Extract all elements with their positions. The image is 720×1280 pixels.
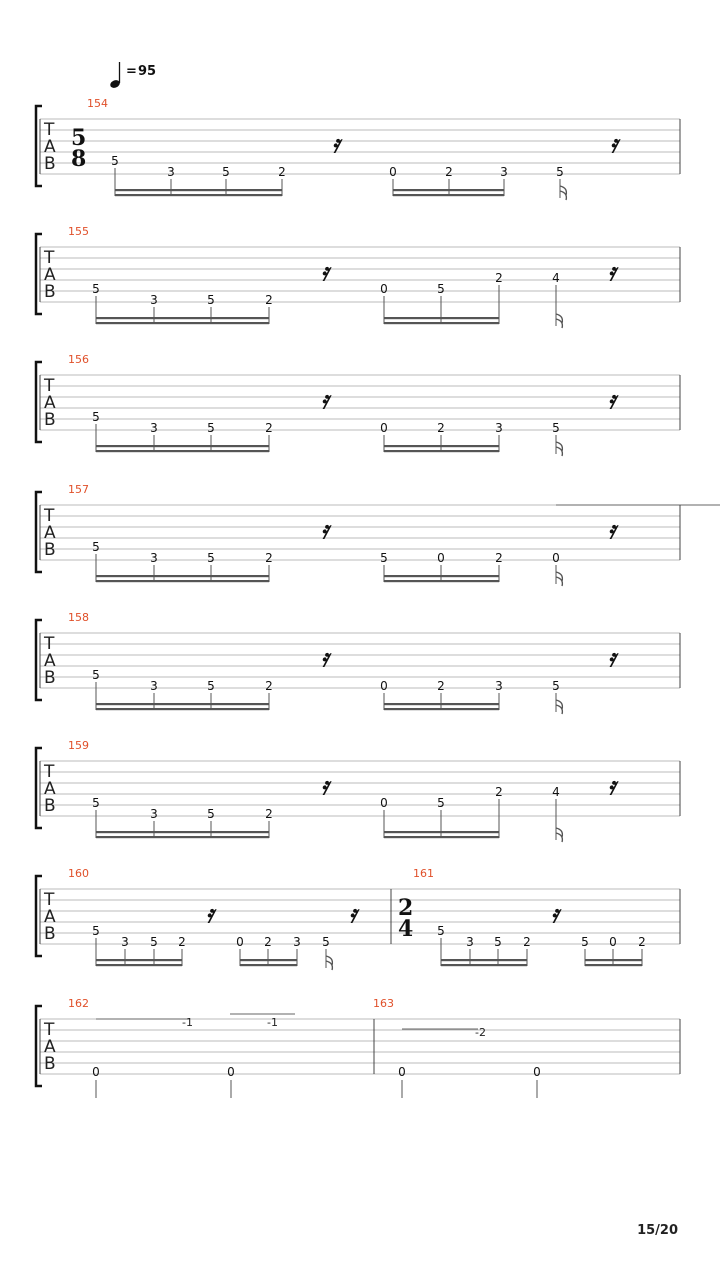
tab-letter: A — [44, 523, 56, 543]
tab-letter: A — [44, 137, 56, 157]
tab-letter: T — [44, 1020, 55, 1040]
staff-lines — [40, 375, 680, 430]
fret-number: 0 — [398, 1065, 406, 1079]
measure-number: 155 — [68, 225, 89, 238]
tempo-value: 95 — [138, 64, 157, 79]
fret-number: 4 — [552, 785, 560, 799]
fret-number: 3 — [150, 679, 158, 693]
staff-lines — [40, 505, 680, 560]
staff-system — [36, 97, 680, 200]
rest-symbol: 𝄿 — [321, 643, 329, 672]
fret-number: 5 — [207, 293, 215, 307]
beam-group — [92, 796, 273, 838]
fret-number: 2 — [445, 165, 453, 179]
fret-number: 2 — [638, 935, 646, 949]
fret-number: 2 — [437, 421, 445, 435]
staff-system — [36, 483, 720, 586]
rest-symbol: 𝄿 — [608, 771, 616, 800]
rest-symbol: 𝄿 — [321, 257, 329, 286]
tab-letter: A — [44, 651, 56, 671]
beam-group — [92, 282, 273, 324]
beam-group — [92, 540, 273, 582]
tab-letter: B — [44, 540, 56, 560]
tab-letter: A — [44, 265, 56, 285]
staff-system — [36, 997, 680, 1098]
fret-number: 5 — [322, 935, 330, 949]
page-number: 15/20 — [637, 1223, 678, 1238]
beam-group — [380, 271, 503, 324]
rest-symbol: 𝄿 — [608, 257, 616, 286]
fret-number: 5 — [437, 282, 445, 296]
staff-lines — [40, 247, 680, 302]
fret-number: 2 — [495, 271, 503, 285]
measure-number: 154 — [87, 97, 108, 110]
fret-number: 3 — [495, 421, 503, 435]
fret-number: 3 — [293, 935, 301, 949]
time-signature-bottom: 8 — [71, 146, 87, 172]
staff-system — [36, 867, 680, 970]
tab-letter: A — [44, 1037, 56, 1057]
fret-number: 0 — [389, 165, 397, 179]
fret-number: 3 — [150, 551, 158, 565]
tab-letter: B — [44, 282, 56, 302]
rest-symbol: 𝄿 — [608, 515, 616, 544]
tab-letter: A — [44, 393, 56, 413]
fret-number: 5 — [222, 165, 230, 179]
tab-letter: T — [44, 506, 55, 526]
fret-number: 2 — [265, 679, 273, 693]
tab-letter: B — [44, 796, 56, 816]
fret-number: 3 — [500, 165, 508, 179]
fret-number: 5 — [380, 551, 388, 565]
fret-number: 5 — [552, 421, 560, 435]
fret-number: 4 — [552, 271, 560, 285]
beam-group — [389, 165, 508, 196]
fret-number: 0 — [437, 551, 445, 565]
staff-systems — [36, 97, 720, 1098]
time-signature-top: 2 — [398, 895, 414, 921]
fret-number: 5 — [581, 935, 589, 949]
fret-number: 5 — [92, 540, 100, 554]
measure-number: 158 — [68, 611, 89, 624]
tab-letter: T — [44, 120, 55, 140]
single-note — [552, 421, 562, 456]
beam-group — [92, 410, 273, 452]
fret-number: 5 — [111, 154, 119, 168]
fret-number: 2 — [265, 551, 273, 565]
tab-letter: A — [44, 779, 56, 799]
tab-letter: B — [44, 154, 56, 174]
beam-group — [380, 421, 503, 452]
fret-number: 0 — [533, 1065, 541, 1079]
fret-number: 2 — [523, 935, 531, 949]
fret-number: 2 — [265, 421, 273, 435]
beam-group — [92, 924, 186, 966]
staff-lines — [40, 1019, 680, 1074]
rest-symbol: 𝄿 — [332, 129, 340, 158]
staff-lines — [40, 119, 680, 174]
measure-number: 159 — [68, 739, 89, 752]
rest-symbol: 𝄿 — [321, 515, 329, 544]
staff-system — [36, 611, 680, 714]
staff-system — [36, 739, 680, 842]
fret-number: 5 — [150, 935, 158, 949]
single-note — [322, 935, 332, 970]
bend-value: -1 — [182, 1016, 193, 1029]
fret-number: 5 — [207, 807, 215, 821]
fret-number: 3 — [121, 935, 129, 949]
fret-number: 5 — [92, 410, 100, 424]
rest-symbol: 𝄿 — [610, 129, 618, 158]
tab-letter: T — [44, 890, 55, 910]
tab-letter: T — [44, 762, 55, 782]
rest-symbol: 𝄿 — [321, 771, 329, 800]
fret-number: 5 — [92, 282, 100, 296]
fret-number: 5 — [437, 924, 445, 938]
rest-symbol: 𝄿 — [349, 899, 357, 928]
measure-number: 160 — [68, 867, 89, 880]
fret-number: 2 — [264, 935, 272, 949]
staff-lines — [40, 761, 680, 816]
time-signature-bottom: 4 — [398, 916, 414, 942]
fret-number: 5 — [494, 935, 502, 949]
tab-letter: B — [44, 410, 56, 430]
beam-group — [581, 935, 646, 966]
fret-number: 0 — [380, 679, 388, 693]
rest-symbol: 𝄿 — [321, 385, 329, 414]
fret-number: 2 — [495, 785, 503, 799]
fret-number: 2 — [178, 935, 186, 949]
tab-letter: B — [44, 668, 56, 688]
beam-group — [380, 785, 503, 838]
fret-number: 0 — [552, 551, 560, 565]
fret-number: 0 — [380, 282, 388, 296]
fret-number: 2 — [265, 293, 273, 307]
measure-number: 157 — [68, 483, 89, 496]
fret-number: 0 — [236, 935, 244, 949]
fret-number: 2 — [265, 807, 273, 821]
fret-number: 0 — [92, 1065, 100, 1079]
beam-group — [92, 668, 273, 710]
tempo-equals: = — [126, 64, 137, 79]
fret-number: 0 — [227, 1065, 235, 1079]
bend-value: -1 — [267, 1016, 278, 1029]
beam-group — [236, 935, 301, 966]
fret-number: 5 — [92, 924, 100, 938]
single-note — [552, 551, 562, 586]
tempo-marking — [109, 62, 156, 89]
beam-group — [437, 924, 531, 966]
beam-group — [380, 679, 503, 710]
fret-number: 3 — [466, 935, 474, 949]
staff-system — [36, 225, 680, 328]
fret-number: 5 — [207, 421, 215, 435]
fret-number: 3 — [167, 165, 175, 179]
measure-number: 162 — [68, 997, 89, 1010]
single-note — [552, 679, 562, 714]
quarter-note-icon — [109, 62, 121, 89]
tab-letter: T — [44, 634, 55, 654]
staff-lines — [40, 633, 680, 688]
tab-letter: T — [44, 248, 55, 268]
rest-symbol: 𝄿 — [608, 643, 616, 672]
fret-number: 3 — [150, 293, 158, 307]
measure-number: 163 — [373, 997, 394, 1010]
fret-number: 5 — [556, 165, 564, 179]
beam-group — [380, 551, 503, 582]
fret-number: 3 — [150, 807, 158, 821]
single-note — [556, 165, 566, 200]
fret-number: 2 — [278, 165, 286, 179]
bend-value: -2 — [475, 1026, 486, 1039]
tab-letter: B — [44, 924, 56, 944]
rest-symbol: 𝄿 — [206, 899, 214, 928]
fret-number: 0 — [380, 421, 388, 435]
fret-number: 5 — [92, 796, 100, 810]
staff-system — [36, 353, 680, 456]
fret-number: 2 — [437, 679, 445, 693]
fret-number: 0 — [609, 935, 617, 949]
fret-number: 5 — [207, 551, 215, 565]
rest-symbol: 𝄿 — [551, 899, 559, 928]
fret-number: 5 — [552, 679, 560, 693]
measure-number: 156 — [68, 353, 89, 366]
tab-letter: B — [44, 1054, 56, 1074]
fret-number: 3 — [150, 421, 158, 435]
fret-number: 3 — [495, 679, 503, 693]
time-signature-top: 5 — [71, 125, 87, 151]
tab-letter: T — [44, 376, 55, 396]
fret-number: 0 — [380, 796, 388, 810]
rest-symbol: 𝄿 — [608, 385, 616, 414]
fret-number: 5 — [437, 796, 445, 810]
fret-number: 2 — [495, 551, 503, 565]
fret-number: 5 — [207, 679, 215, 693]
measure-number: 161 — [413, 867, 434, 880]
fret-number: 5 — [92, 668, 100, 682]
tab-letter: A — [44, 907, 56, 927]
beam-group — [111, 154, 286, 196]
